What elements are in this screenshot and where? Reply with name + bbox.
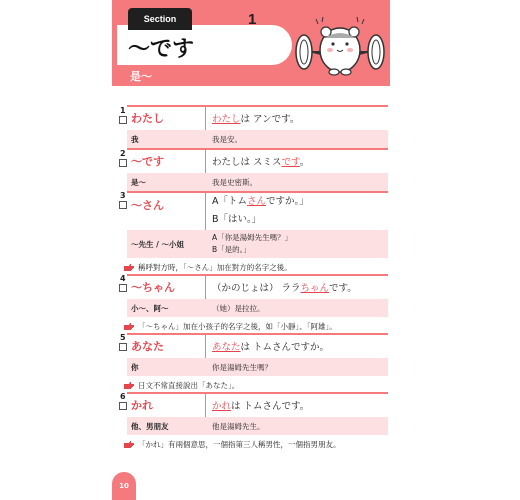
vocab-word: かれ (131, 399, 153, 412)
usage-note-text: 日文不常直接說出「あなた」。 (138, 381, 240, 390)
usage-note (123, 321, 337, 332)
example-japanese (205, 154, 309, 168)
example-japanese (205, 339, 329, 353)
example-highlight: かれ (212, 401, 232, 412)
section-tab (128, 8, 257, 30)
example-text: ですか。」 (266, 196, 309, 207)
entry-word-row (127, 107, 388, 129)
entry-word-row (127, 394, 388, 416)
vocab-word: あなた (131, 340, 164, 353)
entry-meaning-row (127, 417, 388, 435)
section-label: Section (143, 14, 177, 24)
example-highlight: わたし (212, 114, 241, 125)
example-highlight: です (281, 157, 300, 168)
usage-note (123, 380, 239, 391)
example-text: です。 (329, 283, 357, 294)
usage-note (123, 439, 341, 450)
entry-meaning-row (127, 173, 388, 191)
usage-note-text: 「～ちゃん」加在小孩子的名字之後，如「小靜」、「阿雄」。 (138, 322, 337, 331)
entry-meaning-row (127, 299, 388, 317)
pointing-hand-icon (123, 440, 135, 449)
entry-number: 6 (120, 392, 126, 401)
vocab-word: ～ちゃん (131, 281, 175, 294)
usage-note (123, 262, 292, 273)
example-chinese-b: B「是的。」 (212, 245, 251, 254)
study-checkbox[interactable] (119, 159, 127, 167)
usage-note-text: 稱呼對方時，「～さん」加在對方的名字之後。 (138, 263, 292, 272)
vocab-meaning: 他、男朋友 (131, 421, 169, 431)
hamster-mascot-illustration (292, 10, 388, 80)
vocab-meaning: 小～、阿～ (131, 303, 169, 313)
vocab-word: わたし (131, 112, 164, 125)
entry-word-row (127, 193, 388, 229)
example-chinese: 我是安。 (212, 134, 242, 144)
section-number: 1 (248, 10, 257, 28)
page-number-tab (112, 472, 136, 500)
entry-meaning-row (127, 130, 388, 148)
example-japanese (205, 111, 299, 125)
vocab-meaning: 是～ (131, 177, 146, 187)
study-checkbox[interactable] (119, 116, 127, 124)
example-chinese: 你是湯姆先生嗎？ (212, 362, 272, 372)
study-checkbox[interactable] (119, 284, 127, 292)
pointing-hand-icon (123, 263, 135, 272)
page-number: 10 (119, 482, 129, 490)
entry-word-row (127, 335, 388, 357)
study-checkbox[interactable] (119, 201, 127, 209)
example-highlight: あなた (212, 342, 241, 353)
pointing-hand-icon (123, 322, 135, 331)
page-subtitle: 是～ (130, 70, 152, 83)
entry-number: 4 (120, 274, 126, 283)
example-highlight: ちゃん (300, 283, 330, 294)
example-text: （かのじょは） ララ (212, 283, 301, 294)
example-chinese: 他是湯姆先生。 (212, 421, 265, 431)
example-japanese (205, 280, 357, 294)
usage-note-text: 「かれ」有兩個意思，一個指第三人稱男性，一個指男朋友。 (138, 440, 341, 449)
entry-word-row (127, 276, 388, 298)
example-text: 。 (299, 157, 310, 168)
example-highlight: さん (247, 196, 267, 207)
example-chinese: （她）是拉拉。 (212, 303, 265, 313)
example-text: わたしは スミス (212, 157, 282, 168)
vocab-word: ～さん (131, 199, 164, 212)
entry-number: 1 (120, 106, 126, 115)
entry-number: 3 (120, 191, 126, 200)
entry-word-row (127, 150, 388, 172)
vocab-word: ～です (131, 155, 164, 168)
vocab-meaning: 你 (131, 362, 139, 372)
example-text: は アンです。 (240, 114, 300, 125)
study-checkbox[interactable] (119, 343, 127, 351)
example-japanese (205, 193, 309, 229)
example-chinese (205, 232, 292, 256)
pointing-hand-icon (123, 381, 135, 390)
entry-number: 5 (120, 333, 126, 342)
entry-meaning-row (127, 230, 388, 258)
vocab-meaning: 我 (131, 134, 139, 144)
example-text: は トムさんです。 (231, 401, 310, 412)
example-japanese (205, 398, 309, 412)
study-checkbox[interactable] (119, 402, 127, 410)
example-text: B「はい。」 (212, 214, 262, 225)
entry-meaning-row (127, 358, 388, 376)
example-text: A「トム (212, 196, 247, 207)
example-text: は トムさんですか。 (240, 342, 330, 353)
page-title: ～です (128, 37, 195, 62)
example-chinese-a: A「你是湯姆先生嗎？」 (212, 233, 293, 242)
entry-number: 2 (120, 149, 126, 158)
vocab-meaning: ～先生 / ～小姐 (131, 239, 184, 249)
example-chinese: 我是史密斯。 (212, 177, 257, 187)
